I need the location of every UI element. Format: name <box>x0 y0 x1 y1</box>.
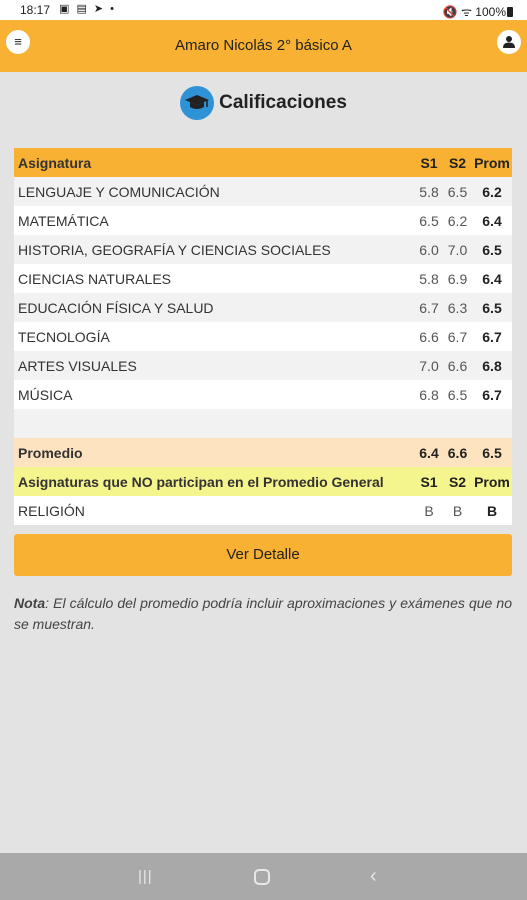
spacer-row <box>14 409 512 438</box>
header-subject: Asignatura <box>14 148 415 177</box>
table-row <box>14 206 512 235</box>
grade-s2: 6.7 <box>443 322 472 351</box>
grade-s1: 6.8 <box>415 380 443 409</box>
table-row <box>14 264 512 293</box>
footnote <box>14 593 512 635</box>
recent-apps-icon[interactable]: ||| <box>138 868 153 885</box>
average-prom: 6.5 <box>472 438 512 467</box>
grade-prom: B <box>472 496 512 525</box>
subject-name: HISTORIA, GEOGRAFÍA Y CIENCIAS SOCIALES <box>14 235 415 264</box>
table-row <box>14 351 512 380</box>
grade-s1: 7.0 <box>415 351 443 380</box>
table-row <box>14 293 512 322</box>
status-time: 18:17 <box>20 3 51 17</box>
spacer-cell <box>472 409 512 438</box>
header-s2: S2 <box>443 148 472 177</box>
spacer-cell <box>443 409 472 438</box>
table-header <box>14 148 512 177</box>
battery-level: 100% <box>475 5 506 19</box>
grade-s1: 6.5 <box>415 206 443 235</box>
battery-icon <box>507 7 513 17</box>
subject-name: RELIGIÓN <box>14 496 415 525</box>
spacer-cell <box>14 409 415 438</box>
navigation-bar <box>0 853 527 900</box>
grades-table <box>14 148 512 525</box>
grade-s2: 6.2 <box>443 206 472 235</box>
grade-s1: 5.8 <box>415 177 443 206</box>
average-label: Promedio <box>14 438 415 467</box>
grade-s1: 6.0 <box>415 235 443 264</box>
app-header <box>0 20 527 72</box>
subject-name: EDUCACIÓN FÍSICA Y SALUD <box>14 293 415 322</box>
user-button[interactable] <box>497 30 521 54</box>
non-participating-header <box>14 467 512 496</box>
subject-name: TECNOLOGÍA <box>14 322 415 351</box>
grade-s1: 6.6 <box>415 322 443 351</box>
grade-s2: 6.9 <box>443 264 472 293</box>
note-text: : El cálculo del promedio podría incluir aproximaciones y exámenes que no se muestran. <box>14 595 512 632</box>
grade-prom: 6.2 <box>472 177 512 206</box>
status-right <box>443 3 513 20</box>
ver-detalle-button[interactable]: Ver Detalle <box>14 534 512 576</box>
grade-s2: 6.6 <box>443 351 472 380</box>
average-row <box>14 438 512 467</box>
menu-icon: ≡ <box>14 34 22 49</box>
grade-s1: 6.7 <box>415 293 443 322</box>
grade-prom: 6.7 <box>472 322 512 351</box>
mute-wifi-icons: 🔇 ᯤ <box>442 5 472 19</box>
header-s1: S1 <box>415 148 443 177</box>
back-icon[interactable]: ‹ <box>370 865 377 887</box>
grade-prom: 6.4 <box>472 264 512 293</box>
page-title-text: Calificaciones <box>219 92 347 113</box>
grade-prom: 6.4 <box>472 206 512 235</box>
np-header-prom: Prom <box>472 467 512 496</box>
header-prom: Prom <box>472 148 512 177</box>
average-s1: 6.4 <box>415 438 443 467</box>
table-row <box>14 322 512 351</box>
average-s2: 6.6 <box>443 438 472 467</box>
subject-name: CIENCIAS NATURALES <box>14 264 415 293</box>
spacer-cell <box>415 409 443 438</box>
note-label: Nota <box>14 595 46 611</box>
notification-icons: ▣ ▤ ➤ • <box>59 3 117 15</box>
status-bar <box>0 0 527 20</box>
grade-prom: 6.5 <box>472 293 512 322</box>
table-row <box>14 380 512 409</box>
np-header-s1: S1 <box>415 467 443 496</box>
user-icon <box>503 35 515 48</box>
subject-name: MÚSICA <box>14 380 415 409</box>
subject-name: ARTES VISUALES <box>14 351 415 380</box>
grade-s1: 5.8 <box>415 264 443 293</box>
grade-prom: 6.5 <box>472 235 512 264</box>
page-title <box>0 84 527 122</box>
grade-s2: B <box>443 496 472 525</box>
subject-name: MATEMÁTICA <box>14 206 415 235</box>
table-row <box>14 177 512 206</box>
graduation-cap-icon <box>180 86 214 120</box>
student-title: Amaro Nicolás 2° básico A <box>175 37 352 54</box>
grade-prom: 6.8 <box>472 351 512 380</box>
grade-s1: B <box>415 496 443 525</box>
grade-prom: 6.7 <box>472 380 512 409</box>
home-icon[interactable] <box>254 869 270 885</box>
grade-s2: 6.5 <box>443 177 472 206</box>
np-header-s2: S2 <box>443 467 472 496</box>
table-row <box>14 235 512 264</box>
subject-name: LENGUAJE Y COMUNICACIÓN <box>14 177 415 206</box>
grade-s2: 6.3 <box>443 293 472 322</box>
grade-s2: 6.5 <box>443 380 472 409</box>
table-row <box>14 496 512 525</box>
np-header-subject: Asignaturas que NO participan en el Promedio General <box>14 467 415 496</box>
grade-s2: 7.0 <box>443 235 472 264</box>
